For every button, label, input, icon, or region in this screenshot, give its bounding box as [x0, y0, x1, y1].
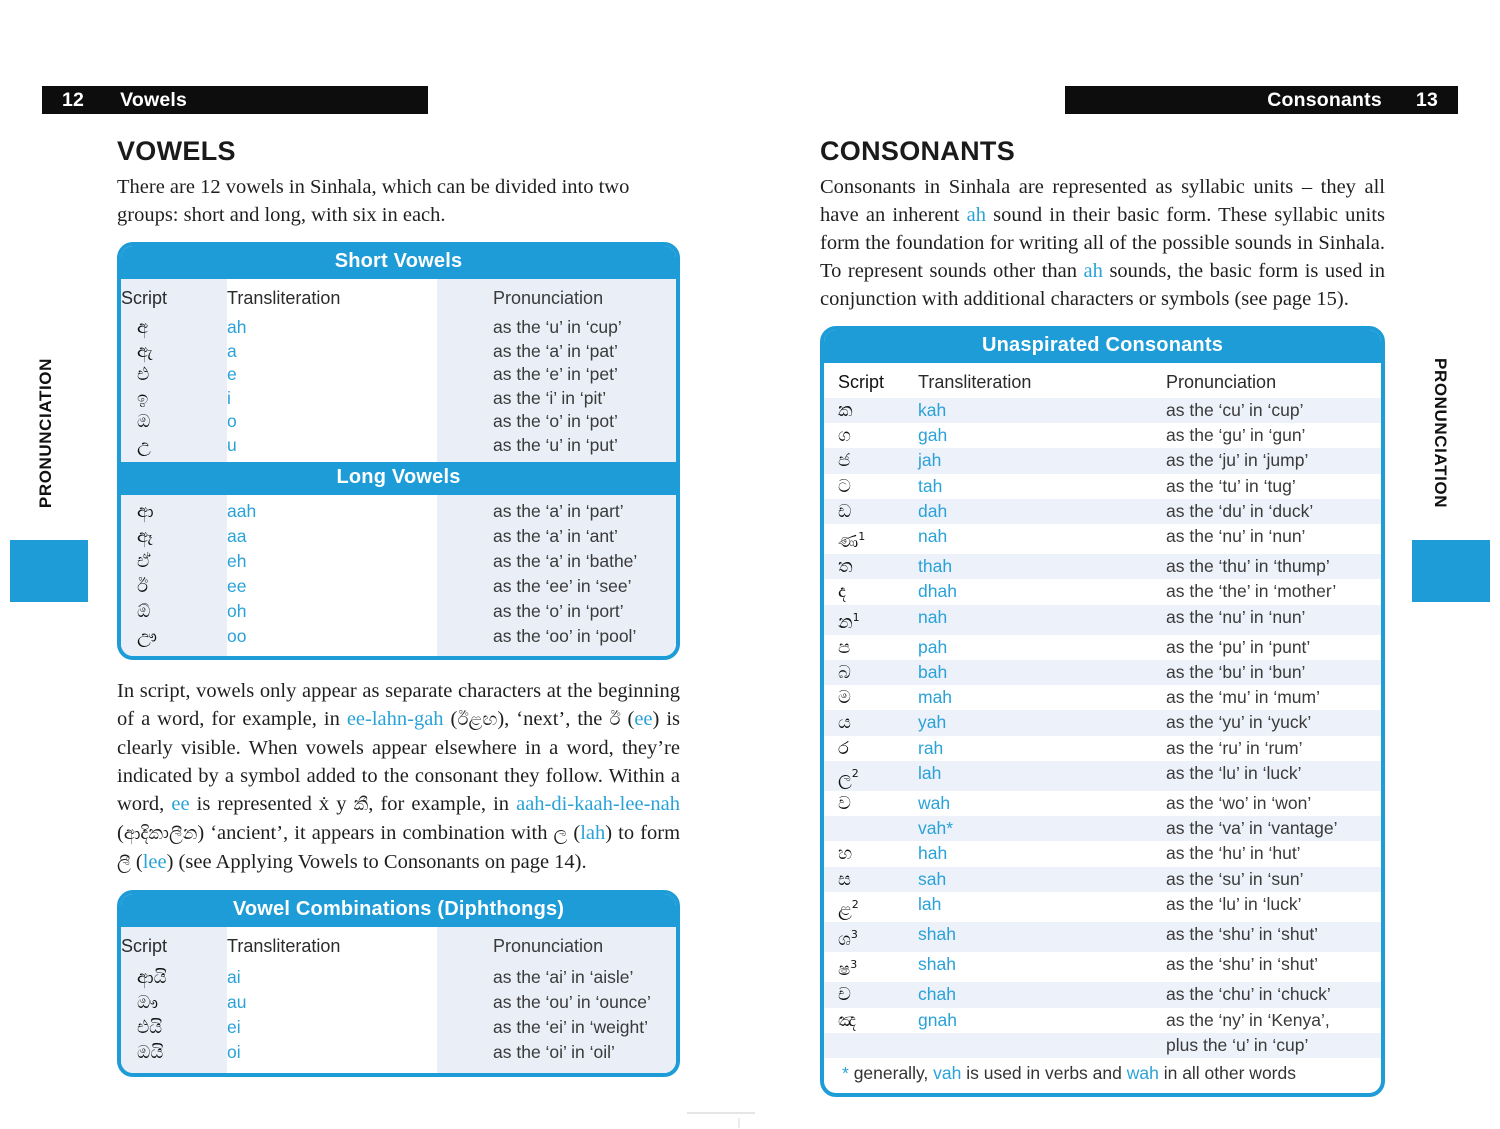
- pronunciation-cell: as the ‘va’ in ‘vantage’: [1166, 818, 1338, 839]
- transliteration-cell: gah: [918, 425, 948, 446]
- pronunciation-cell: as the ‘cu’ in ‘cup’: [1166, 400, 1304, 420]
- transliteration-cell: lah: [918, 762, 942, 783]
- transliteration-cell: i: [227, 387, 231, 408]
- sinhala-script-inline: ලී: [117, 852, 131, 873]
- diphthongs-heading: Vowel Combinations (Diphthongs): [121, 894, 676, 927]
- pronunciation-cell: as the ‘chu’ in ‘chuck’: [1166, 984, 1331, 1005]
- consonants-footnote: [824, 1060, 1381, 1093]
- table-row: [121, 549, 676, 574]
- pronunciation-cell: as the ‘su’ in ‘sun’: [1166, 868, 1304, 889]
- pronunciation-cell: as the ‘e’ in ‘pet’: [493, 364, 618, 384]
- transliteration-cell: ai: [227, 967, 241, 987]
- transliteration-cell: a: [227, 340, 237, 361]
- right-page-header-bar: [1065, 86, 1458, 114]
- table-row: [121, 410, 676, 434]
- transliteration-cell: dhah: [918, 581, 957, 602]
- transliteration-inline: ee-lahn-gah: [346, 708, 444, 730]
- table-row: [824, 952, 1381, 982]
- script-cell: ල$^2$: [838, 766, 859, 789]
- transliteration-inline: ee: [634, 708, 653, 730]
- table-row: [121, 599, 676, 624]
- table-row: [121, 624, 676, 649]
- transliteration-cell: wah: [918, 793, 951, 814]
- left-pronunciation-tab: PRONUNCIATION: [36, 358, 55, 509]
- page-title-vowels: VOWELS: [117, 136, 236, 166]
- pronunciation-cell: as the ‘lu’ in ‘luck’: [1166, 893, 1302, 914]
- script-cell: ඇ: [137, 340, 153, 362]
- text-segment: ) ‘ancient’, it appears in combination with: [197, 822, 554, 844]
- text-segment: in all other words: [1158, 1063, 1296, 1084]
- transliteration-cell: o: [227, 411, 237, 431]
- pronunciation-cell: as the ‘the’ in ‘mother’: [1166, 581, 1337, 602]
- text-segment: ), ‘next’, the: [497, 708, 610, 730]
- text-segment: ) is clearly visible. When vowels appear elsewhere in a word, they’re indicated by a symbol added to the consonant they follow. Within a word,: [117, 708, 681, 815]
- transliteration-cell: u: [227, 434, 237, 455]
- table-row: [121, 363, 676, 387]
- sinhala-script-inline: ඊළඟ: [457, 709, 498, 730]
- pronunciation-cell: as the ‘ny’ in ‘Kenya’,: [1166, 1009, 1330, 1030]
- right-blue-tab-marker: [1412, 540, 1490, 602]
- vowels-intro: There are 12 vowels in Sinhala, which can be divided into two groups: short and long, with six in each.: [117, 176, 630, 226]
- diphthong-rows: [121, 962, 676, 1073]
- script-cell: ව: [838, 793, 851, 815]
- pronunciation-cell: as the ‘lu’ in ‘luck’: [1166, 762, 1302, 783]
- print-artifact: [738, 1118, 740, 1128]
- vowels-body-paragraph: [117, 677, 680, 877]
- long-vowels-body: [121, 495, 676, 656]
- table-row: [824, 685, 1381, 710]
- table-row: [824, 474, 1381, 499]
- text-segment: (: [567, 822, 581, 844]
- pronunciation-cell: as the ‘mu’ in ‘mum’: [1166, 687, 1320, 708]
- script-cell: ඈ: [137, 526, 153, 547]
- pronunciation-cell: plus the ‘u’ in ‘cup’: [1166, 1034, 1309, 1055]
- table-row: [121, 340, 676, 364]
- table-row: [824, 761, 1381, 791]
- transliteration-cell: e: [227, 364, 237, 384]
- col-pronunciation: Pronunciation: [1166, 372, 1277, 392]
- pronunciation-cell: as the ‘ju’ in ‘jump’: [1166, 450, 1309, 471]
- transliteration-cell: pah: [918, 636, 948, 657]
- table-row: [824, 867, 1381, 892]
- pronunciation-cell: as the ‘shu’ in ‘shut’: [1166, 924, 1319, 945]
- table-row: [824, 635, 1381, 660]
- sinhala-script-inline: ඊ: [609, 709, 621, 730]
- transliteration-cell: dah: [918, 500, 948, 521]
- pronunciation-cell: as the ‘thu’ in ‘thump’: [1166, 556, 1330, 577]
- pronunciation-cell: as the ‘a’ in ‘bathe’: [493, 551, 638, 571]
- short-vowels-heading: Short Vowels: [121, 246, 676, 279]
- transliteration-inline: aah-di-kaah-lee-nah: [516, 793, 680, 815]
- script-cell: එ: [137, 364, 150, 385]
- script-footnote-marker: 3: [850, 928, 858, 942]
- script-cell: ඒ: [137, 551, 151, 572]
- transliteration-cell: oh: [227, 601, 247, 621]
- pronunciation-cell: as the ‘wo’ in ‘won’: [1166, 793, 1312, 814]
- pronunciation-cell: as the ‘yu’ in ‘yuck’: [1166, 712, 1312, 733]
- script-cell: ක: [838, 400, 853, 421]
- transliteration-cell: shah: [918, 924, 956, 945]
- table-row: [824, 524, 1381, 554]
- table-row: [824, 499, 1381, 524]
- pronunciation-cell: as the ‘u’ in ‘cup’: [493, 317, 622, 337]
- left-blue-tab-marker: [10, 540, 88, 602]
- transliteration-inline: ah: [1083, 260, 1103, 282]
- right-section-label: Consonants: [1267, 88, 1382, 111]
- transliteration-cell: eh: [227, 551, 247, 571]
- consonants-table: [820, 326, 1385, 1097]
- script-cell: ඔ: [137, 411, 151, 432]
- table-row: [824, 710, 1381, 735]
- text-segment: In script, vowels only appear as separate characters at the beginning of a word, for example, in: [117, 680, 680, 730]
- script-cell: අ: [137, 317, 149, 338]
- transliteration-cell: oo: [227, 626, 247, 646]
- pronunciation-cell: as the ‘a’ in ‘ant’: [493, 526, 618, 546]
- table-row: [121, 1015, 676, 1040]
- sinhala-script-inline: ආදිකාලීන: [123, 823, 198, 844]
- pronunciation-cell: as the ‘ee’ in ‘see’: [493, 576, 632, 596]
- column-header-row: [824, 363, 1381, 398]
- table-row: [824, 1008, 1381, 1033]
- script-cell: ණ$^1$: [838, 530, 866, 553]
- text-segment: (: [443, 708, 458, 730]
- transliteration-inline: lah: [580, 822, 606, 844]
- transliteration-cell: chah: [918, 984, 956, 1005]
- script-cell: ඊ: [137, 576, 149, 597]
- script-footnote-marker: 1: [858, 530, 866, 544]
- long-vowels-heading: Long Vowels: [121, 462, 676, 495]
- table-row: [121, 434, 676, 458]
- script-cell: ම: [838, 687, 851, 709]
- pronunciation-cell: as the ‘oi’ in ‘oil’: [493, 1042, 615, 1062]
- script-cell: බ: [838, 662, 851, 684]
- transliteration-inline: ee: [171, 793, 190, 815]
- transliteration-cell: tah: [918, 475, 943, 496]
- col-pronunciation: Pronunciation: [493, 288, 604, 308]
- unaspirated-consonants-heading: Unaspirated Consonants: [824, 330, 1381, 363]
- text-segment: is used in verbs and: [961, 1063, 1127, 1084]
- pronunciation-cell: as the ‘a’ in ‘pat’: [493, 340, 618, 361]
- script-cell: ඕ: [137, 601, 151, 622]
- script-footnote-marker: 2: [851, 897, 859, 911]
- pronunciation-cell: as the ‘ru’ in ‘rum’: [1166, 737, 1303, 758]
- script-cell: ඤ: [838, 1009, 857, 1031]
- pronunciation-cell: as the ‘nu’ in ‘nun’: [1166, 526, 1306, 547]
- table-row: [824, 841, 1381, 866]
- script-cell: ග: [838, 425, 851, 447]
- right-page: [820, 136, 1385, 1097]
- script-cell: ආ: [137, 501, 154, 522]
- diphthongs-body: [121, 927, 676, 1073]
- pronunciation-cell: as the ‘tu’ in ‘tug’: [1166, 475, 1296, 496]
- script-cell: ඖ: [137, 992, 159, 1013]
- table-row: [824, 579, 1381, 604]
- pronunciation-cell: as the ‘bu’ in ‘bun’: [1166, 662, 1306, 683]
- right-pronunciation-tab: PRONUNCIATION: [1431, 358, 1450, 509]
- page-title-consonants: CONSONANTS: [820, 136, 1016, 166]
- script-cell: එයි: [137, 1017, 163, 1038]
- long-vowel-rows: [121, 495, 676, 656]
- transliteration-cell: au: [227, 992, 247, 1012]
- transliteration-inline: vah: [933, 1063, 962, 1084]
- table-row: [121, 574, 676, 599]
- table-row: [824, 1033, 1381, 1058]
- pronunciation-cell: as the ‘shu’ in ‘shut’: [1166, 954, 1319, 975]
- transliteration-cell: bah: [918, 662, 948, 683]
- script-cell: ෂ$^3$: [838, 958, 858, 981]
- transliteration-cell: hah: [918, 843, 948, 864]
- script-cell: ඉ: [137, 387, 149, 409]
- script-cell: න$^1$: [838, 610, 860, 633]
- pronunciation-cell: as the ‘hu’ in ‘hut’: [1166, 843, 1301, 864]
- text-segment: is represented ẋ y: [189, 793, 354, 815]
- pronunciation-cell: as the ‘i’ in ‘pit’: [493, 387, 607, 408]
- pronunciation-cell: as the ‘ai’ in ‘aisle’: [493, 967, 634, 987]
- transliteration-inline: lee: [142, 851, 167, 873]
- pronunciation-cell: as the ‘o’ in ‘pot’: [493, 411, 618, 431]
- script-cell: උ: [137, 434, 151, 456]
- script-footnote-marker: 3: [850, 958, 858, 972]
- table-row: [121, 524, 676, 549]
- script-cell: ඌ: [137, 626, 157, 647]
- text-segment: (: [620, 708, 635, 730]
- transliteration-cell: thah: [918, 556, 953, 577]
- script-cell: ශ$^3$: [838, 928, 858, 951]
- table-row: [824, 892, 1381, 922]
- transliteration-cell: mah: [918, 687, 953, 708]
- table-row: [824, 791, 1381, 816]
- table-row: [824, 605, 1381, 635]
- script-cell: ළ$^2$: [838, 897, 859, 920]
- pronunciation-cell: as the ‘du’ in ‘duck’: [1166, 500, 1314, 521]
- transliteration-cell: nah: [918, 526, 948, 547]
- table-row: [121, 1040, 676, 1065]
- script-cell: ත: [838, 556, 853, 578]
- print-artifact: [687, 1112, 755, 1114]
- table-row: [824, 554, 1381, 579]
- left-page-number: 12: [62, 88, 85, 111]
- transliteration-cell: jah: [918, 450, 942, 471]
- text-segment: ) (see Applying Vowels to Consonants on page 14).: [166, 851, 587, 873]
- table-row: [121, 965, 676, 990]
- table-row: [824, 398, 1381, 423]
- table-row: [824, 816, 1381, 841]
- transliteration-cell: gnah: [918, 1009, 957, 1030]
- col-transliteration: Transliteration: [918, 372, 1032, 392]
- consonants-intro: [820, 173, 1385, 313]
- transliteration-cell: vah*: [918, 818, 954, 839]
- script-cell: [824, 816, 904, 841]
- column-header-row: [121, 927, 676, 962]
- transliteration-cell: ah: [227, 317, 247, 337]
- short-vowels-body: [121, 279, 676, 462]
- text-segment: Consonants in Sinhala are represented as syllabic units – they all have an inherent: [820, 176, 1385, 226]
- transliteration-cell: shah: [918, 954, 956, 975]
- script-cell: ට: [838, 475, 851, 497]
- transliteration-inline: ah: [966, 204, 987, 226]
- table-row: [824, 660, 1381, 685]
- pronunciation-cell: as the ‘ou’ in ‘ounce’: [493, 992, 651, 1012]
- script-cell: ච: [838, 984, 851, 1006]
- pronunciation-cell: as the ‘gu’ in ‘gun’: [1166, 425, 1306, 446]
- table-row: [824, 736, 1381, 761]
- pronunciation-cell: as the ‘nu’ in ‘nun’: [1166, 606, 1306, 627]
- transliteration-cell: kah: [918, 400, 947, 420]
- vowels-table: [117, 242, 680, 660]
- transliteration-cell: lah: [918, 893, 942, 914]
- pronunciation-cell: as the ‘oo’ in ‘pool’: [493, 626, 637, 646]
- consonant-rows: [824, 398, 1381, 1060]
- right-page-number: 13: [1415, 88, 1438, 111]
- script-cell: ජ: [838, 450, 851, 472]
- script-cell: ද: [838, 581, 846, 603]
- transliteration-cell: nah: [918, 606, 948, 627]
- short-vowel-rows: [121, 314, 676, 462]
- table-row: [824, 982, 1381, 1007]
- table-row: [121, 387, 676, 411]
- script-footnote-marker: 2: [851, 766, 859, 780]
- pronunciation-cell: as the ‘ei’ in ‘weight’: [493, 1017, 648, 1037]
- transliteration-cell: aa: [227, 526, 247, 546]
- table-row: [121, 499, 676, 524]
- pronunciation-cell: as the ‘a’ in ‘part’: [493, 501, 624, 521]
- script-cell: ඔයි: [137, 1042, 164, 1063]
- table-row: [824, 423, 1381, 448]
- col-script: Script: [121, 288, 168, 308]
- left-page-header-bar: [42, 86, 428, 114]
- transliteration-cell: rah: [918, 737, 944, 758]
- transliteration-cell: [904, 1033, 1154, 1058]
- transliteration-inline: *: [842, 1063, 854, 1084]
- col-pronunciation: Pronunciation: [493, 936, 604, 956]
- column-header-row: [121, 279, 676, 314]
- col-script: Script: [121, 936, 168, 956]
- pronunciation-cell: as the ‘pu’ in ‘punt’: [1166, 636, 1311, 657]
- text-segment: , for example, in: [368, 793, 517, 815]
- transliteration-cell: yah: [918, 712, 947, 733]
- text-segment: generally,: [853, 1063, 934, 1084]
- table-row: [121, 316, 676, 340]
- col-transliteration: Transliteration: [227, 936, 341, 956]
- transliteration-cell: oi: [227, 1042, 241, 1062]
- text-segment: ) to form: [605, 822, 681, 844]
- sinhala-script-inline: කී: [353, 794, 369, 815]
- text-segment: sound in their basic form. These syllabic units form the foundation for writing all of the possible sounds in Sinhala. To represent sounds other than: [820, 204, 1385, 282]
- left-section-label: Vowels: [120, 88, 188, 111]
- script-cell: ඩ: [838, 500, 852, 522]
- script-cell: ර: [838, 737, 849, 759]
- diphthongs-table: [117, 890, 680, 1077]
- text-segment: sounds, the basic form is used in conjunction with additional characters or symbols (see page 15).: [820, 260, 1385, 310]
- table-row: [824, 922, 1381, 952]
- transliteration-inline: wah: [1126, 1063, 1159, 1084]
- script-cell: හ: [838, 843, 853, 865]
- transliteration-cell: aah: [227, 501, 257, 521]
- text-segment: (: [117, 822, 124, 844]
- script-cell: ප: [838, 636, 851, 658]
- script-cell: ස: [838, 868, 851, 890]
- script-cell: ය: [838, 712, 851, 734]
- transliteration-cell: ei: [227, 1017, 241, 1037]
- script-footnote-marker: 1: [852, 610, 860, 624]
- table-row: [824, 448, 1381, 473]
- col-script: Script: [838, 372, 885, 392]
- transliteration-cell: sah: [918, 868, 947, 889]
- transliteration-cell: ee: [227, 576, 247, 596]
- script-cell: [824, 1033, 904, 1058]
- text-segment: (: [130, 851, 143, 873]
- col-transliteration: Transliteration: [227, 288, 341, 308]
- table-row: [121, 990, 676, 1015]
- script-cell: ආයි: [137, 967, 167, 988]
- pronunciation-cell: as the ‘u’ in ‘put’: [493, 434, 618, 455]
- left-page: [117, 136, 680, 1077]
- sinhala-script-inline: ල: [553, 823, 568, 844]
- pronunciation-cell: as the ‘o’ in ‘port’: [493, 601, 624, 621]
